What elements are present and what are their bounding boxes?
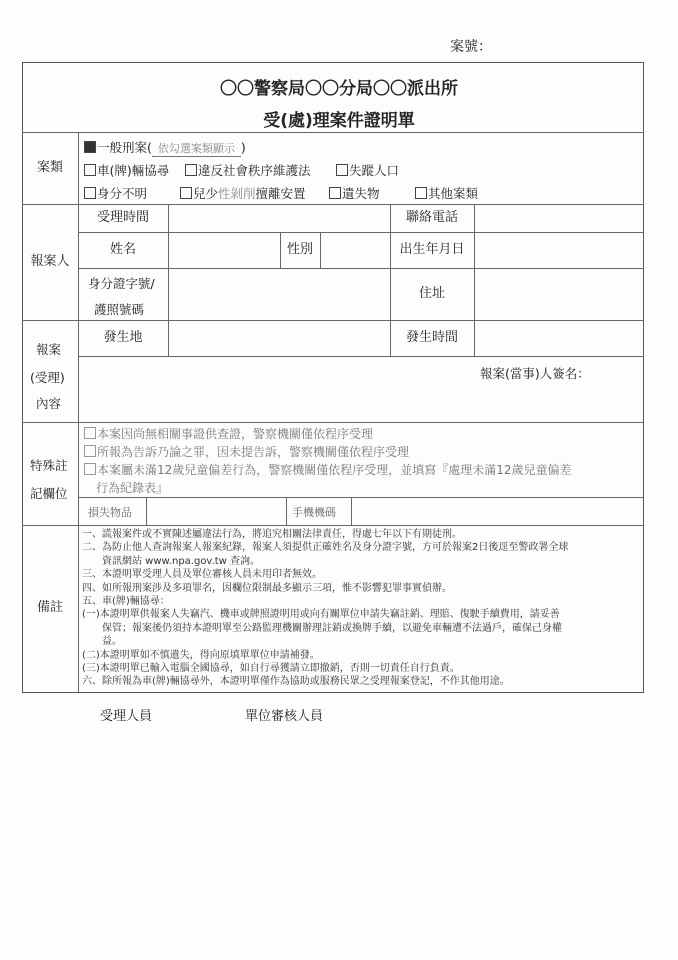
special-option-child-cont: 行為紀錄表』 [96,481,169,495]
note-line: (三)本證明單已輸入電腦全國協尋，如自行尋獲請立即撤銷，否則一切責任自行負責。 [82,663,460,675]
occurrence-time-label: 發生時間 [405,329,458,345]
general-criminal-option[interactable]: 一般刑案( 依勾選案類顯示 ) [84,138,246,157]
gender-label: 性別 [286,241,313,257]
checkbox-checked[interactable] [84,141,96,153]
note-line: 保管；報案後仍須持本證明單至公路監理機關辦理註銷或換牌手續，以避免車輛遭不法過戶，確保己身權 [82,622,562,634]
mobile-field[interactable] [352,498,642,524]
id-label-line1: 身分證字號/ [88,276,155,291]
officer-label: 受理人員 [100,709,153,724]
note-line: 益。 [82,636,122,648]
note-line: 六、除所報為車(牌)輛協尋外，本證明單僅作為協助或服務民眾之受理報案登記，不作其他用途。 [82,676,510,688]
location-label: 發生地 [103,329,143,345]
content-label-2: (受理) [30,370,65,385]
case-type-placeholder: 依勾選案類顯示 [152,140,241,157]
option-unknown-identity[interactable]: 身分不明 [84,184,147,202]
note-line: 三、本證明單受理人員及單位審核人員未用印者無效。 [82,569,322,581]
option-juvenile-runaway[interactable]: 兒少性剝削擅離安置 [180,184,306,202]
special-option-no-evidence[interactable]: 本案因尚無相關事證供查證，警察機關僅依程序受理 [84,425,373,442]
content-field[interactable] [79,357,474,421]
phone-label: 聯絡電話 [405,209,458,225]
location-field[interactable] [169,321,389,355]
birth-label: 出生年月日 [399,241,465,257]
special-option-child[interactable]: 本案屬未滿12歲兒童偏差行為，警察機關僅依程序受理，並填寫『處理未滿12歲兒童偏差 [84,461,572,478]
lost-items-field[interactable] [147,498,285,524]
option-other[interactable]: 其他案類 [415,184,478,202]
id-field[interactable] [169,269,389,319]
phone-field[interactable] [475,205,642,231]
form-title: 受(處)理案件證明單 [263,111,415,131]
special-label-1: 特殊註 [30,458,68,473]
special-option-complaint[interactable]: 所報為告訴乃論之罪，因未提告訴，警察機關僅依程序受理 [84,443,409,460]
note-line: (一)本證明單供報案人失竊汽、機車或牌照證明用或向有關單位申請失竊註銷、理賠、復駛手續費用，請妥善 [82,609,560,621]
name-label: 姓名 [109,241,136,257]
form-title-unit: 〇〇警察局〇〇分局〇〇派出所 [220,79,458,99]
birth-field[interactable] [475,233,642,267]
note-line: (二)本證明單如不慎遺失，得向原填單單位申請補發。 [82,649,320,661]
note-line: 五、車(牌)輛協尋： [82,596,170,608]
option-missing-person[interactable]: 失蹤人口 [336,161,399,179]
id-label-line2: 護照號碼 [94,302,145,317]
notes-label: 備註 [36,600,63,616]
signature-label: 報案(當事)人簽名： [480,366,590,381]
case-type-label: 案類 [36,159,63,175]
address-field[interactable] [475,269,642,319]
note-line: 四、如所報刑案涉及多項罪名，因欄位限制最多顯示三項，惟不影響犯罪事實偵辦。 [82,582,452,594]
occurrence-time-field[interactable] [475,321,642,355]
option-vehicle-search[interactable]: 車(牌)輛協尋 [84,161,169,179]
lost-items-label: 損失物品 [88,506,132,519]
note-line: 一、謊報案件或不實陳述屬違法行為，將追究相關法律責任，得處七年以下有期徒刑。 [82,529,462,540]
special-label-2: 記欄位 [30,486,68,501]
note-line: 資訊網站 www.npa.gov.tw 查詢。 [82,555,261,567]
gender-field[interactable] [321,233,389,267]
address-label: 住址 [418,285,445,301]
received-time-field[interactable] [169,205,389,231]
content-label-1: 報案 [36,342,62,357]
note-line: 二、為防止他人查詢報案人報案紀錄，報案人須提供正確姓名及身分證字號，方可於報案2日後逕至警政署全球 [82,542,569,554]
notes-list [82,528,568,689]
case-number-label: 案號： [450,39,492,55]
content-label-3: 內容 [36,396,62,411]
name-field[interactable] [169,233,279,267]
received-time-label: 受理時間 [96,209,149,225]
option-lost-property[interactable]: 遺失物 [329,184,380,202]
reporter-label: 報案人 [30,253,70,269]
option-social-order[interactable]: 違反社會秩序維護法 [185,161,311,179]
reviewer-label: 單位審核人員 [245,709,324,724]
mobile-label: 手機機碼 [292,506,336,519]
